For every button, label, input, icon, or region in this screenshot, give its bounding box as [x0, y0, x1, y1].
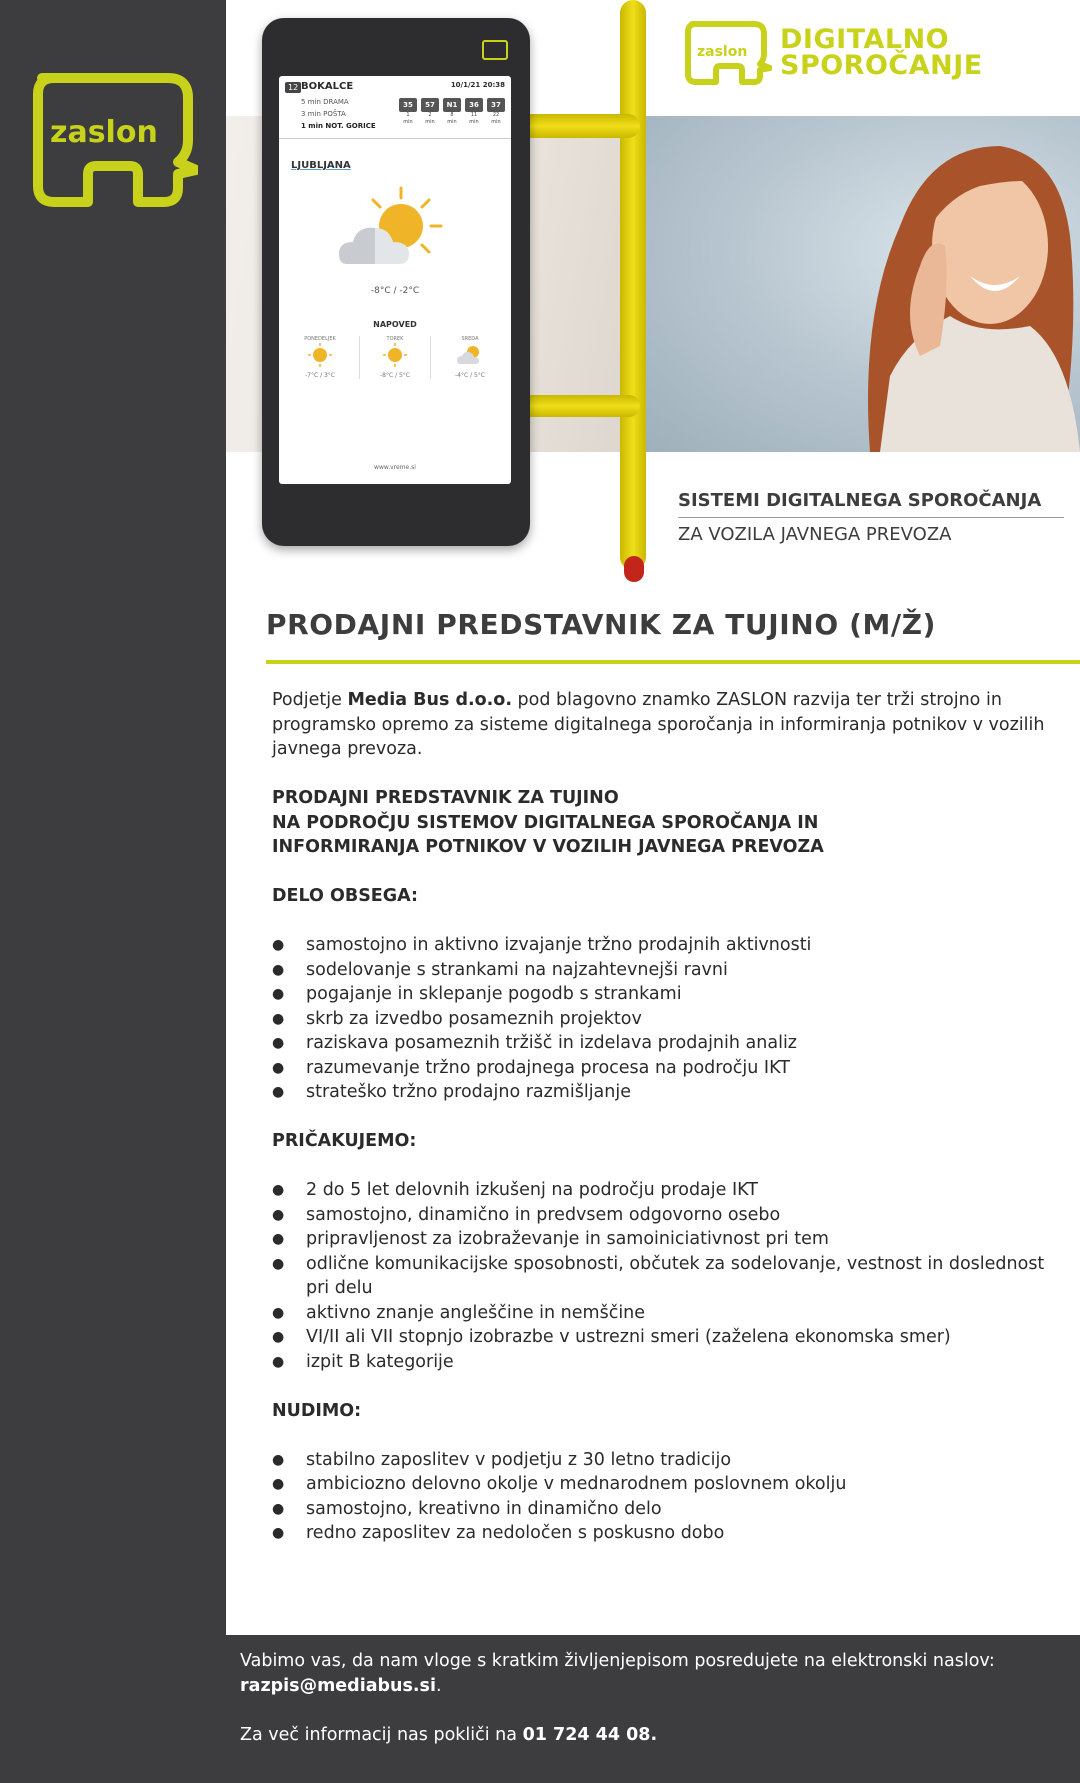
logo-text: zaslon — [50, 115, 158, 150]
weather-website: www.vreme.si — [374, 464, 416, 471]
list-item: ● VI/II ali VII stopnjo izobrazbe v ustrezni smeri (zaželena ekonomska smer) — [272, 1325, 1052, 1350]
job-description — [272, 688, 1052, 1546]
partly-cloudy-icon — [329, 184, 449, 284]
yellow-pole-bottom — [520, 395, 640, 417]
zaslon-small-logo — [684, 20, 772, 86]
stop-button — [624, 556, 644, 582]
scope-list — [272, 933, 1052, 1105]
position-heading: PRODAJNI PREDSTAVNIK ZA TUJINO NA PODROČJU SISTEMOV DIGITALNEGA SPOROČANJA IN INFORMIRANJA POTNIKOV V VOZILIH JAVNEGA PREVOZA — [272, 788, 824, 857]
left-sidebar — [0, 0, 226, 1783]
tagline-divider — [678, 517, 1064, 518]
list-item: ● raziskava posameznih tržišč in izdelava prodajnih analiz — [272, 1031, 1052, 1056]
brand-header — [684, 20, 983, 86]
bus-line: 57 2 min — [421, 98, 439, 126]
company-name: Media Bus d.o.o. — [347, 690, 512, 710]
stop-number: 12 — [285, 82, 301, 93]
title-divider — [266, 660, 1080, 664]
expect-list — [272, 1178, 1052, 1374]
list-item: ● samostojno, kreativno in dinamično delo — [272, 1497, 1052, 1522]
next-stop: 5 min DRAMA — [301, 98, 349, 106]
list-item: ● samostojno in aktivno izvajanje tržno prodajnih aktivnosti — [272, 933, 1052, 958]
smiling-woman-image — [830, 116, 1080, 452]
display-device — [262, 18, 530, 546]
email-link[interactable]: razpis@mediabus.si — [240, 1675, 436, 1696]
yellow-pole-top — [520, 114, 640, 138]
partly-cloudy-icon — [455, 342, 485, 368]
sun-icon — [380, 342, 410, 368]
phone-number[interactable]: 01 724 44 08. — [522, 1724, 658, 1745]
tagline-1: SISTEMI DIGITALNEGA SPOROČANJA — [678, 490, 1042, 511]
intro-paragraph: Podjetje Media Bus d.o.o. pod blagovno znamko ZASLON razvija ter trži strojno in programsko opremo za sisteme digitalnega sporočanja in informiranja potnikov v vozilih javnega prevoza. — [272, 690, 1045, 759]
job-title: PRODAJNI PREDSTAVNIK ZA TUJINO (M/Ž) — [266, 608, 937, 641]
brand-title: DIGITALNO SPOROČANJE — [780, 24, 983, 81]
list-item: ● ambiciozno delovno okolje v mednarodnem poslovnem okolju — [272, 1472, 1052, 1497]
forecast-day: SREDA -4°C / 5°C — [454, 336, 485, 379]
forecast-day: TOREK -8°C / 5°C — [359, 336, 431, 379]
bus-line: 37 22 min — [487, 98, 505, 126]
next-stops — [301, 96, 376, 132]
date-time: 10/1/21 20:38 — [450, 81, 505, 89]
list-item: ● pripravljenost za izobraževanje in samoiniciativnost pri tem — [272, 1227, 1052, 1252]
list-item: ● razumevanje tržno prodajnega procesa na področju IKT — [272, 1056, 1052, 1081]
yellow-pole — [620, 0, 646, 570]
offer-list — [272, 1448, 1052, 1546]
departures-panel — [279, 76, 511, 139]
list-item: ● stabilno zaposlitev v podjetju z 30 letno tradicijo — [272, 1448, 1052, 1473]
list-item: ● odlične komunikacijske sposobnosti, občutek za sodelovanje, vestnost in doslednost pri delu — [272, 1252, 1052, 1301]
expect-heading: PRIČAKUJEMO: — [272, 1131, 417, 1151]
next-stop: 1 min NOT. GORICE — [301, 122, 376, 130]
device-logo-icon — [482, 40, 508, 60]
list-item: ● redno zaposlitev za nedoločen s poskusno dobo — [272, 1521, 1052, 1546]
invite-text: Vabimo vas, da nam vloge s kratkim življenjepisom posredujete na elektronski naslov: razpis@mediabus.si. — [240, 1651, 995, 1696]
list-item: ● sodelovanje s strankami na najzahtevnejši ravni — [272, 958, 1052, 983]
list-item: ● 2 do 5 let delovnih izkušenj na področju prodaje IKT — [272, 1178, 1052, 1203]
forecast-row — [285, 336, 505, 379]
bus-line: 36 11 min — [465, 98, 483, 126]
offer-heading: NUDIMO: — [272, 1400, 362, 1421]
next-stop: 3 min POŠTA — [301, 110, 346, 118]
list-item: ● aktivno znanje angleščine in nemščine — [272, 1301, 1052, 1326]
list-item: ● skrb za izvedbo posameznih projektov — [272, 1007, 1052, 1032]
zaslon-logo — [28, 70, 198, 210]
temperature: -8°C / -2°C — [370, 286, 420, 296]
bus-line: N1 8 min — [443, 98, 461, 126]
sun-icon — [305, 342, 335, 368]
stop-name: BOKALCE — [301, 81, 354, 92]
scope-heading: DELO OBSEGA: — [272, 886, 418, 906]
list-item: ● samostojno, dinamično in predvsem odgovorno osebo — [272, 1203, 1052, 1228]
footer — [226, 1635, 1080, 1783]
device-screen — [279, 76, 511, 484]
list-item: ● strateško tržno prodajno razmišljanje — [272, 1080, 1052, 1105]
contact-text: Za več informacij nas pokliči na 01 724 44 08. — [240, 1724, 658, 1745]
forecast-day: PONEDELJEK -7°C / 3°C — [304, 336, 336, 379]
weather-city: LJUBLJANA — [291, 160, 351, 171]
forecast-title: NAPOVED — [373, 320, 417, 329]
list-item: ● pogajanje in sklepanje pogodb s strankami — [272, 982, 1052, 1007]
tagline-2: ZA VOZILA JAVNEGA PREVOZA — [678, 524, 952, 545]
bus-lines — [399, 98, 505, 126]
small-logo-text: zaslon — [697, 44, 748, 60]
list-item: ● izpit B kategorije — [272, 1350, 1052, 1375]
bus-line: 35 1 min — [399, 98, 417, 126]
